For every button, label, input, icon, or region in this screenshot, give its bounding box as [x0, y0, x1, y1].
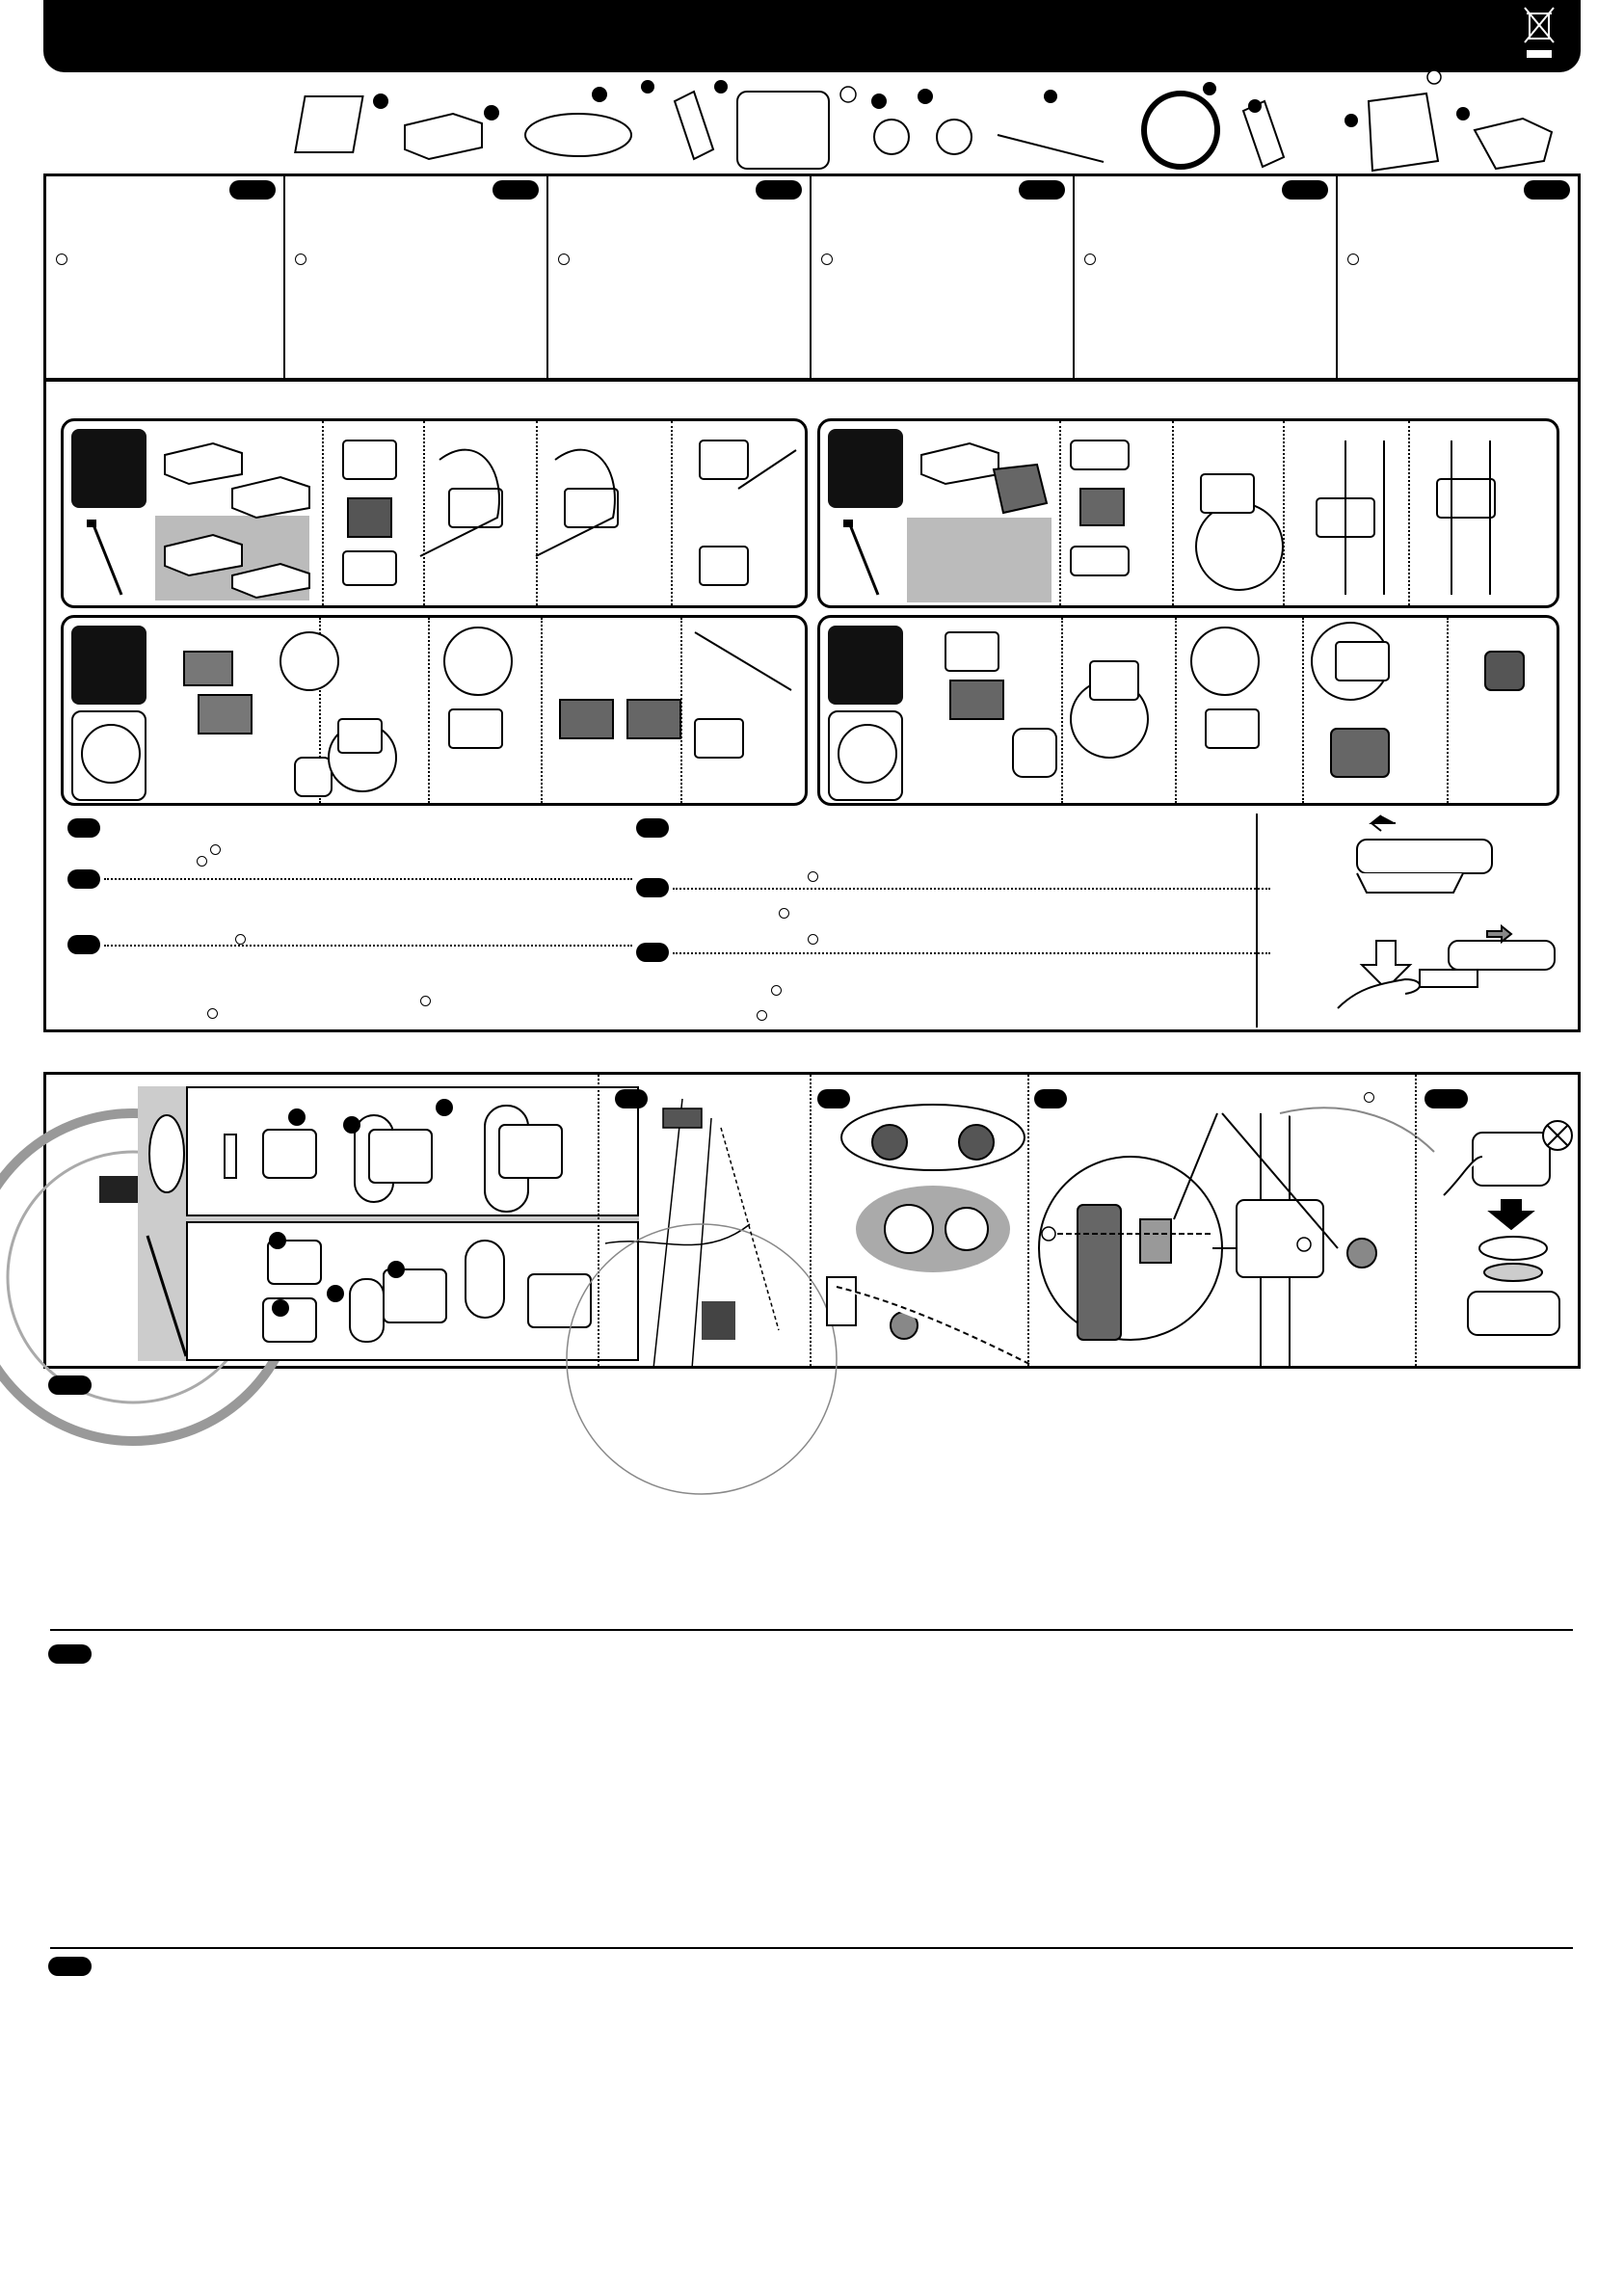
mount-illustration [912, 431, 1548, 604]
header-bar [43, 0, 1581, 72]
parts-illustration-row [289, 77, 1561, 174]
handlebar-mount-icon [71, 429, 146, 508]
section-divider [50, 1947, 1573, 1949]
language-column [548, 176, 812, 378]
mount-illustration [155, 623, 801, 801]
option-frame [71, 710, 146, 801]
label-pill [67, 818, 100, 838]
zip-tie-icon [83, 518, 141, 600]
label-pill [636, 818, 669, 838]
mount-illustration [907, 623, 1553, 801]
weee-crossed-bin-icon [1523, 6, 1556, 64]
language-column [46, 176, 285, 378]
mount-steps-b [817, 418, 1559, 608]
sensor-gap-illustration [1039, 1113, 1434, 1366]
label-pill [1034, 1089, 1067, 1108]
handlebar-mount-icon [71, 626, 146, 705]
label-pill [67, 869, 100, 889]
sensor-strap-illustration [138, 1086, 639, 1361]
mount-steps-c [61, 615, 808, 806]
handlebar-mount-icon [828, 429, 903, 508]
handlebar-mount-icon [828, 626, 903, 705]
mount-illustration [155, 426, 319, 600]
section-pill [48, 1957, 92, 1976]
language-column [285, 176, 548, 378]
section-pill [48, 1644, 92, 1664]
label-pill [67, 935, 100, 954]
label-pill [1424, 1089, 1468, 1108]
mount-steps-a [61, 418, 808, 608]
label-pill [636, 943, 669, 962]
language-column [812, 176, 1075, 378]
bike-photo-illustration [46, 1075, 143, 1366]
computer-release-illustration [1338, 815, 1569, 1023]
fork-illustration [605, 1099, 808, 1364]
mounting-panel [43, 379, 1581, 1032]
mount-steps-d [817, 615, 1559, 806]
section-divider [50, 1629, 1573, 1631]
battery-replace-illustration [1444, 1118, 1579, 1359]
mount-illustration [333, 431, 806, 604]
zip-tie-icon [839, 518, 897, 600]
language-column [1075, 176, 1338, 378]
sensor-panel [43, 1072, 1581, 1369]
option-frame [828, 710, 903, 801]
section-pill [48, 1375, 92, 1395]
magnet-illustration [827, 1104, 1039, 1364]
language-columns-panel [43, 174, 1581, 381]
language-column [1338, 176, 1578, 378]
label-pill [636, 878, 669, 897]
